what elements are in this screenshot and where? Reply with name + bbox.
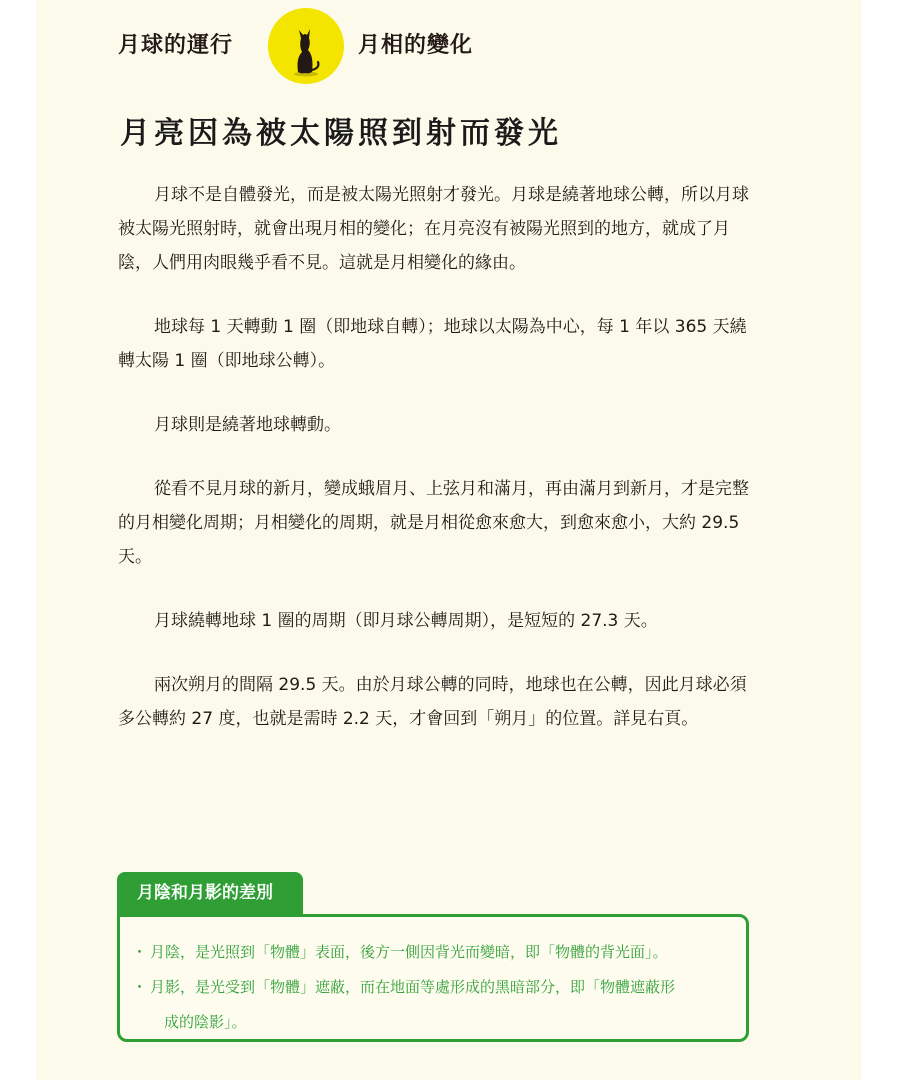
body-text [118, 178, 752, 766]
note-item-text-continued: 成的陰影」。 [164, 1013, 247, 1031]
note-box-heading: 月陰和月影的差別 [117, 872, 303, 914]
paragraph: 地球每 1 天轉動 1 圈（即地球自轉）；地球以太陽為中心，每 1 年以 365 天繞轉太陽 1 圈（即地球公轉）。 [118, 317, 747, 371]
paragraph: 月球則是繞著地球轉動。 [154, 415, 341, 435]
chapter-header [36, 0, 862, 90]
note-item-text: 月影，是光受到「物體」遮蔽，而在地面等處形成的黑暗部分，即「物體遮蔽形 [150, 978, 676, 996]
note-item [132, 935, 736, 970]
moon-cat-icon [268, 8, 344, 84]
paragraph: 兩次朔月的間隔 29.5 天。由於月球公轉的同時，地球也在公轉，因此月球必須多公轉約 27 度，也就是需時 2.2 天，才會回到「朔月」的位置。詳見右頁。 [118, 675, 747, 729]
note-list [120, 917, 746, 1040]
paragraph: 月球不是自體發光，而是被太陽光照射才發光。月球是繞著地球公轉，所以月球被太陽光照射時，就會出現月相的變化；在月亮沒有被陽光照到的地方，就成了月陰，人們用肉眼幾乎看不見。這就是月相變化的緣由。 [118, 185, 749, 273]
note-box [117, 914, 749, 1042]
page [36, 0, 862, 1080]
paragraph: 從看不見月球的新月，變成蛾眉月、上弦月和滿月，再由滿月到新月，才是完整的月相變化周期；月相變化的周期，就是月相從愈來愈大，到愈來愈小，大約 29.5 天。 [118, 479, 749, 567]
chapter-title: 月球的運行 [118, 33, 234, 58]
page-title: 月亮因為被太陽照到射而發光 [120, 116, 562, 151]
note-item-text: 月陰，是光照到「物體」表面，後方一側因背光而變暗，即「物體的背光面」。 [150, 943, 668, 961]
paragraph: 月球繞轉地球 1 圈的周期（即月球公轉周期），是短短的 27.3 天。 [154, 611, 658, 631]
section-title: 月相的變化 [358, 33, 474, 58]
note-item [132, 970, 736, 1040]
